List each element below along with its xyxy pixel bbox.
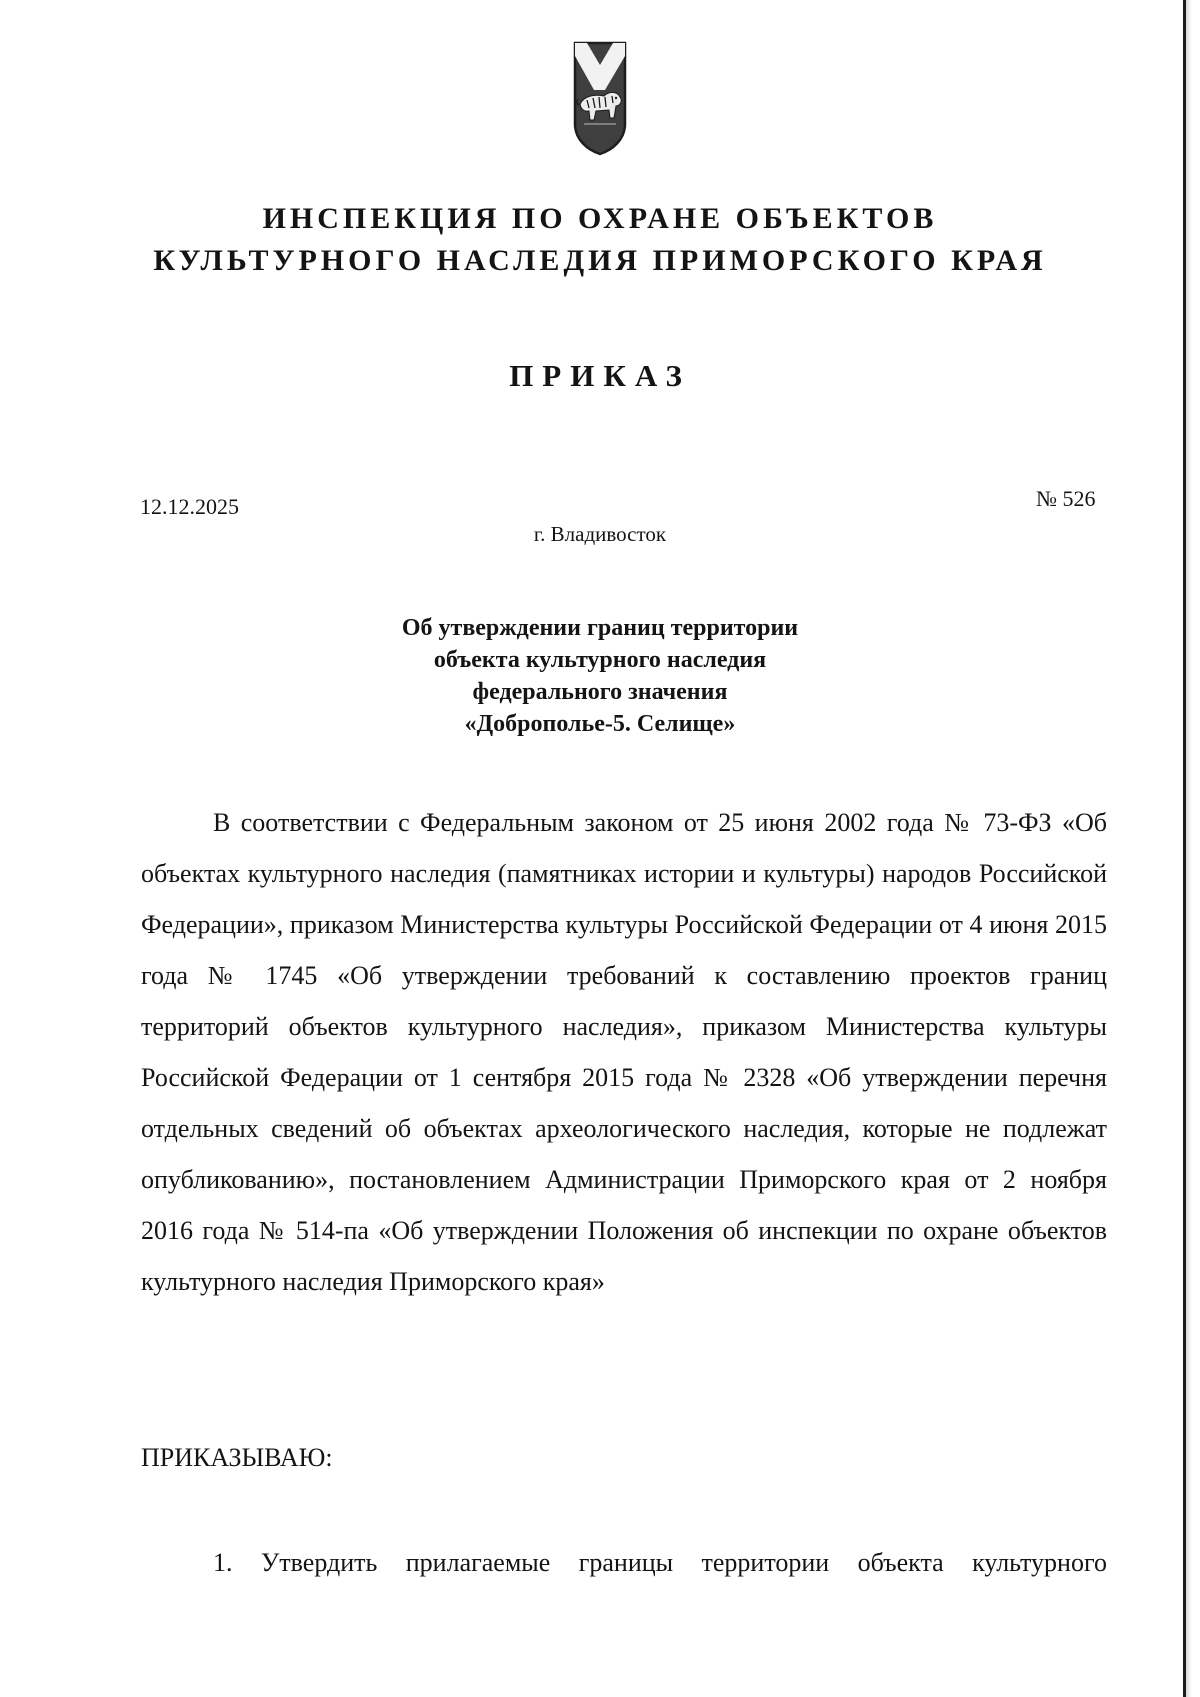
- document-date: 12.12.2025: [140, 494, 239, 519]
- document-subject: [0, 612, 1200, 740]
- organization-name-line-1: ИНСПЕКЦИЯ ПО ОХРАНЕ ОБЪЕКТОВ: [262, 202, 938, 235]
- subject-line-3: федерального значения: [472, 679, 728, 705]
- subject-line-4: «Доброполье-5. Селище»: [464, 711, 736, 737]
- document-place: г. Владивосток: [533, 522, 667, 546]
- primorsky-krai-coat-of-arms-icon: [572, 40, 628, 156]
- subject-line-2: объекта культурного наследия: [433, 647, 767, 673]
- document-number: № 526: [1036, 486, 1096, 511]
- organization-name: [0, 198, 1200, 282]
- order-item-1: 1. Утвердить прилагаемые границы территории объекта культурного: [213, 1548, 1107, 1577]
- order-directive-word: ПРИКАЗЫВАЮ:: [141, 1443, 333, 1472]
- subject-line-1: Об утверждении границ территории: [401, 615, 799, 641]
- organization-name-line-2: КУЛЬТУРНОГО НАСЛЕДИЯ ПРИМОРСКОГО КРАЯ: [153, 244, 1047, 277]
- preamble-paragraph: В соответствии с Федеральным законом от 25 июня 2002 года № 73-ФЗ «Об объектах культурного наследия (памятниках истории и культуры) народов Российской Федерации», приказом Министерства культуры Российской Федерации от 4 июня 2015 года № 1745 «Об утверждении требований к составлению проектов границ территорий объектов культурного наследия», приказом Министерства культуры Российской Федерации от 1 сентября 2015 года № 2328 «Об утверждении перечня отдельных сведений об объектах археологического наследия, которые не подлежат опубликованию», постановлением Администрации Приморского края от 2 ноября 2016 года № 514-па «Об утверждении Положения об инспекции по охране объектов культурного наследия Приморского края»: [141, 808, 1107, 1296]
- document-type-title: ПРИКАЗ: [509, 358, 691, 393]
